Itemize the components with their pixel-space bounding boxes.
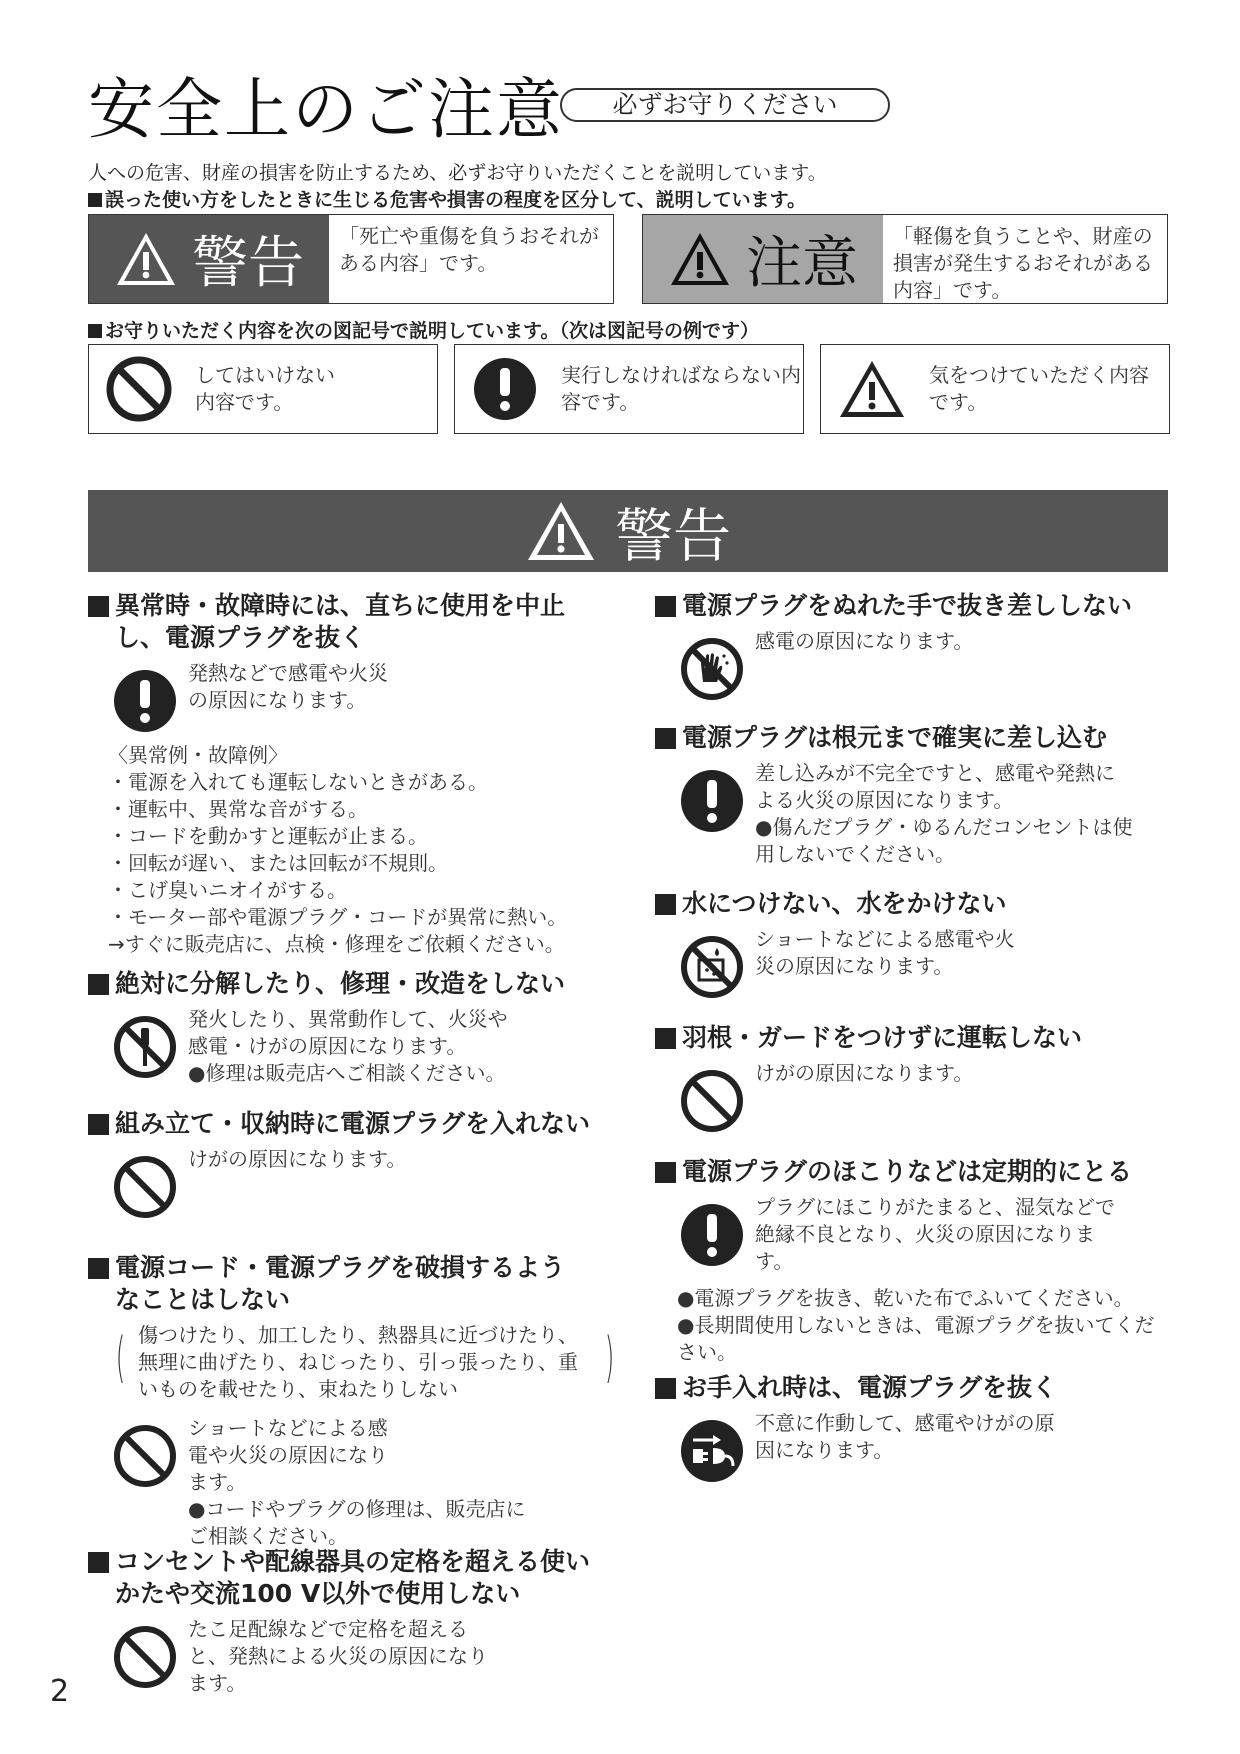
right-item-1 bbox=[655, 590, 1195, 702]
item-heading: 異常時・故障時には、直ちに使用を中止し、電源プラグを抜く bbox=[88, 590, 628, 654]
example-line: ・運転中、異常な音がする。 bbox=[108, 797, 368, 821]
item-text: たこ足配線などで定格を超えると、発熱による火災の原因になります。 bbox=[188, 1617, 488, 1695]
warning-description: 「死亡や重傷を負うおそれがある内容」です。 bbox=[339, 224, 600, 275]
legend-prohibition bbox=[88, 344, 438, 434]
legend-heading: お守りいただく内容を次の図記号で説明しています。（次は図記号の例です） bbox=[88, 316, 759, 343]
warning-label: 警告 bbox=[89, 215, 329, 303]
intro-line-1: 人への危害、財産の損害を防止するため、必ずお守りいただくことを説明しています。 bbox=[88, 162, 827, 184]
item-text: けがの原因になります。 bbox=[188, 1147, 407, 1171]
left-item-3 bbox=[88, 1108, 628, 1220]
right-item-6 bbox=[655, 1372, 1195, 1484]
square-bullet-icon bbox=[655, 596, 676, 617]
example-line: ・電源を入れても運転しないときがある。 bbox=[108, 770, 488, 794]
item-note: ●電源プラグを抜き、乾いた布でふいてください。 bbox=[677, 1286, 1134, 1310]
example-line: ・こげ臭いニオイがする。 bbox=[108, 878, 347, 902]
item-note: ●長期間使用しないときは、電源プラグを抜いてください。 bbox=[677, 1313, 1155, 1364]
abnormal-examples bbox=[88, 742, 628, 958]
item-text: 発熱などで感電や火災の原因になります。 bbox=[188, 661, 388, 712]
item-text: 差し込みが不完全ですと、感電や発熱による火災の原因になります。 bbox=[755, 761, 1115, 812]
page-number: 2 bbox=[50, 1674, 70, 1709]
item-heading: 水につけない、水をかけない bbox=[655, 888, 1195, 920]
item-heading: 羽根・ガードをつけずに運転しない bbox=[655, 1022, 1195, 1054]
caution-triangle-icon bbox=[668, 230, 732, 288]
left-item-2 bbox=[88, 968, 628, 1087]
item-heading: 電源プラグのほこりなどは定期的にとる bbox=[655, 1156, 1195, 1188]
square-bullet-icon bbox=[88, 1258, 109, 1279]
left-item-1 bbox=[88, 590, 628, 958]
square-bullet-icon bbox=[88, 1114, 109, 1135]
item-heading: 電源プラグをぬれた手で抜き差ししない bbox=[655, 590, 1195, 622]
page-title: 安全上のご注意 bbox=[88, 71, 564, 148]
left-item-5 bbox=[88, 1546, 628, 1697]
example-line: ・回転が遅い、または回転が不規則。 bbox=[108, 851, 448, 875]
warning-triangle-icon bbox=[114, 230, 178, 288]
item-heading: 電源プラグは根元まで確実に差し込む bbox=[655, 722, 1195, 754]
intro bbox=[88, 160, 827, 214]
item-text: プラグにほこりがたまると、湿気などで絶縁不良となり、火災の原因になります。 bbox=[755, 1195, 1115, 1273]
prohibition-icon bbox=[105, 355, 173, 423]
intro-line-2: 誤った使い方をしたときに生じる危害や損害の程度を区分して、説明しています。 bbox=[88, 187, 827, 214]
examples-title: 〈異常例・故障例〉 bbox=[108, 743, 288, 767]
square-bullet-icon bbox=[655, 1028, 676, 1049]
warning-triangle-icon bbox=[525, 499, 597, 563]
item-text: けがの原因になります。 bbox=[755, 1061, 974, 1085]
item-heading: お手入れ時は、電源プラグを抜く bbox=[655, 1372, 1195, 1404]
legend-caution bbox=[820, 344, 1170, 434]
example-action: →すぐに販売店に、点検・修理をご依頼ください。 bbox=[108, 932, 565, 956]
caution-level-box bbox=[642, 214, 1168, 304]
item-text: 発火したり、異常動作して、火災や感電・けがの原因になります。 bbox=[188, 1007, 508, 1058]
square-bullet-icon bbox=[655, 728, 676, 749]
right-item-2 bbox=[655, 722, 1195, 868]
right-item-5 bbox=[655, 1156, 1195, 1366]
square-bullet-icon bbox=[655, 1378, 676, 1399]
left-item-4 bbox=[88, 1252, 628, 1550]
right-item-3 bbox=[655, 888, 1195, 1000]
caution-triangle-icon bbox=[837, 358, 907, 420]
item-note: ●コードやプラグの修理は、販売店にご相談ください。 bbox=[188, 1497, 526, 1548]
warning-banner: 警告 bbox=[88, 490, 1168, 572]
legend-mandatory bbox=[454, 344, 804, 434]
item-note: ●修理は販売店へご相談ください。 bbox=[188, 1061, 506, 1085]
warning-level-box bbox=[88, 214, 614, 304]
damage-detail: ( 傷つけたり、加工したり、熱器具に近づけたり、無理に曲げたり、ねじったり、引っ張ったり、重いものを載せたり、束ねたりしない ) bbox=[118, 1322, 618, 1403]
item-heading: コンセントや配線器具の定格を超える使いかたや交流100 V以外で使用しない bbox=[88, 1546, 628, 1610]
caution-description: 「軽傷を負うことや、財産の損害が発生するおそれがある内容」です。 bbox=[893, 224, 1154, 302]
item-text: 感電の原因になります。 bbox=[755, 629, 974, 653]
caution-label: 注意 bbox=[643, 215, 883, 303]
square-bullet-icon bbox=[655, 1162, 676, 1183]
right-item-4 bbox=[655, 1022, 1195, 1134]
item-note: ●傷んだプラグ・ゆるんだコンセントは使用しないでください。 bbox=[755, 815, 1133, 866]
square-bullet-icon bbox=[88, 596, 109, 617]
item-heading: 組み立て・収納時に電源プラグを入れない bbox=[88, 1108, 628, 1140]
legend-prohibition-text: してはいけない内容です。 bbox=[195, 363, 335, 414]
legend-caution-text: 気をつけていただく内容です。 bbox=[929, 363, 1149, 414]
square-bullet-icon bbox=[88, 974, 109, 995]
item-text: ショートなどによる感電や火災の原因になります。 bbox=[188, 1416, 388, 1494]
right-paren: ) bbox=[604, 1326, 615, 1389]
square-bullet-icon bbox=[655, 894, 676, 915]
must-follow-badge: 必ずお守りください bbox=[560, 88, 890, 122]
left-paren: ( bbox=[115, 1326, 126, 1389]
example-line: ・コードを動かすと運転が止まる。 bbox=[108, 824, 428, 848]
square-bullet-icon bbox=[88, 193, 102, 207]
item-text: 不意に作動して、感電やけがの原因になります。 bbox=[755, 1411, 1055, 1462]
square-bullet-icon bbox=[88, 1552, 109, 1573]
mandatory-icon bbox=[471, 355, 539, 423]
example-line: ・モーター部や電源プラグ・コードが異常に熱い。 bbox=[108, 905, 568, 929]
item-heading: 絶対に分解したり、修理・改造をしない bbox=[88, 968, 628, 1000]
square-bullet-icon bbox=[88, 324, 102, 338]
legend-mandatory-text: 実行しなければならない内容です。 bbox=[561, 363, 801, 414]
item-text: ショートなどによる感電や火災の原因になります。 bbox=[755, 927, 1015, 978]
item-heading: 電源コード・電源プラグを破損するようなことはしない bbox=[88, 1252, 628, 1316]
